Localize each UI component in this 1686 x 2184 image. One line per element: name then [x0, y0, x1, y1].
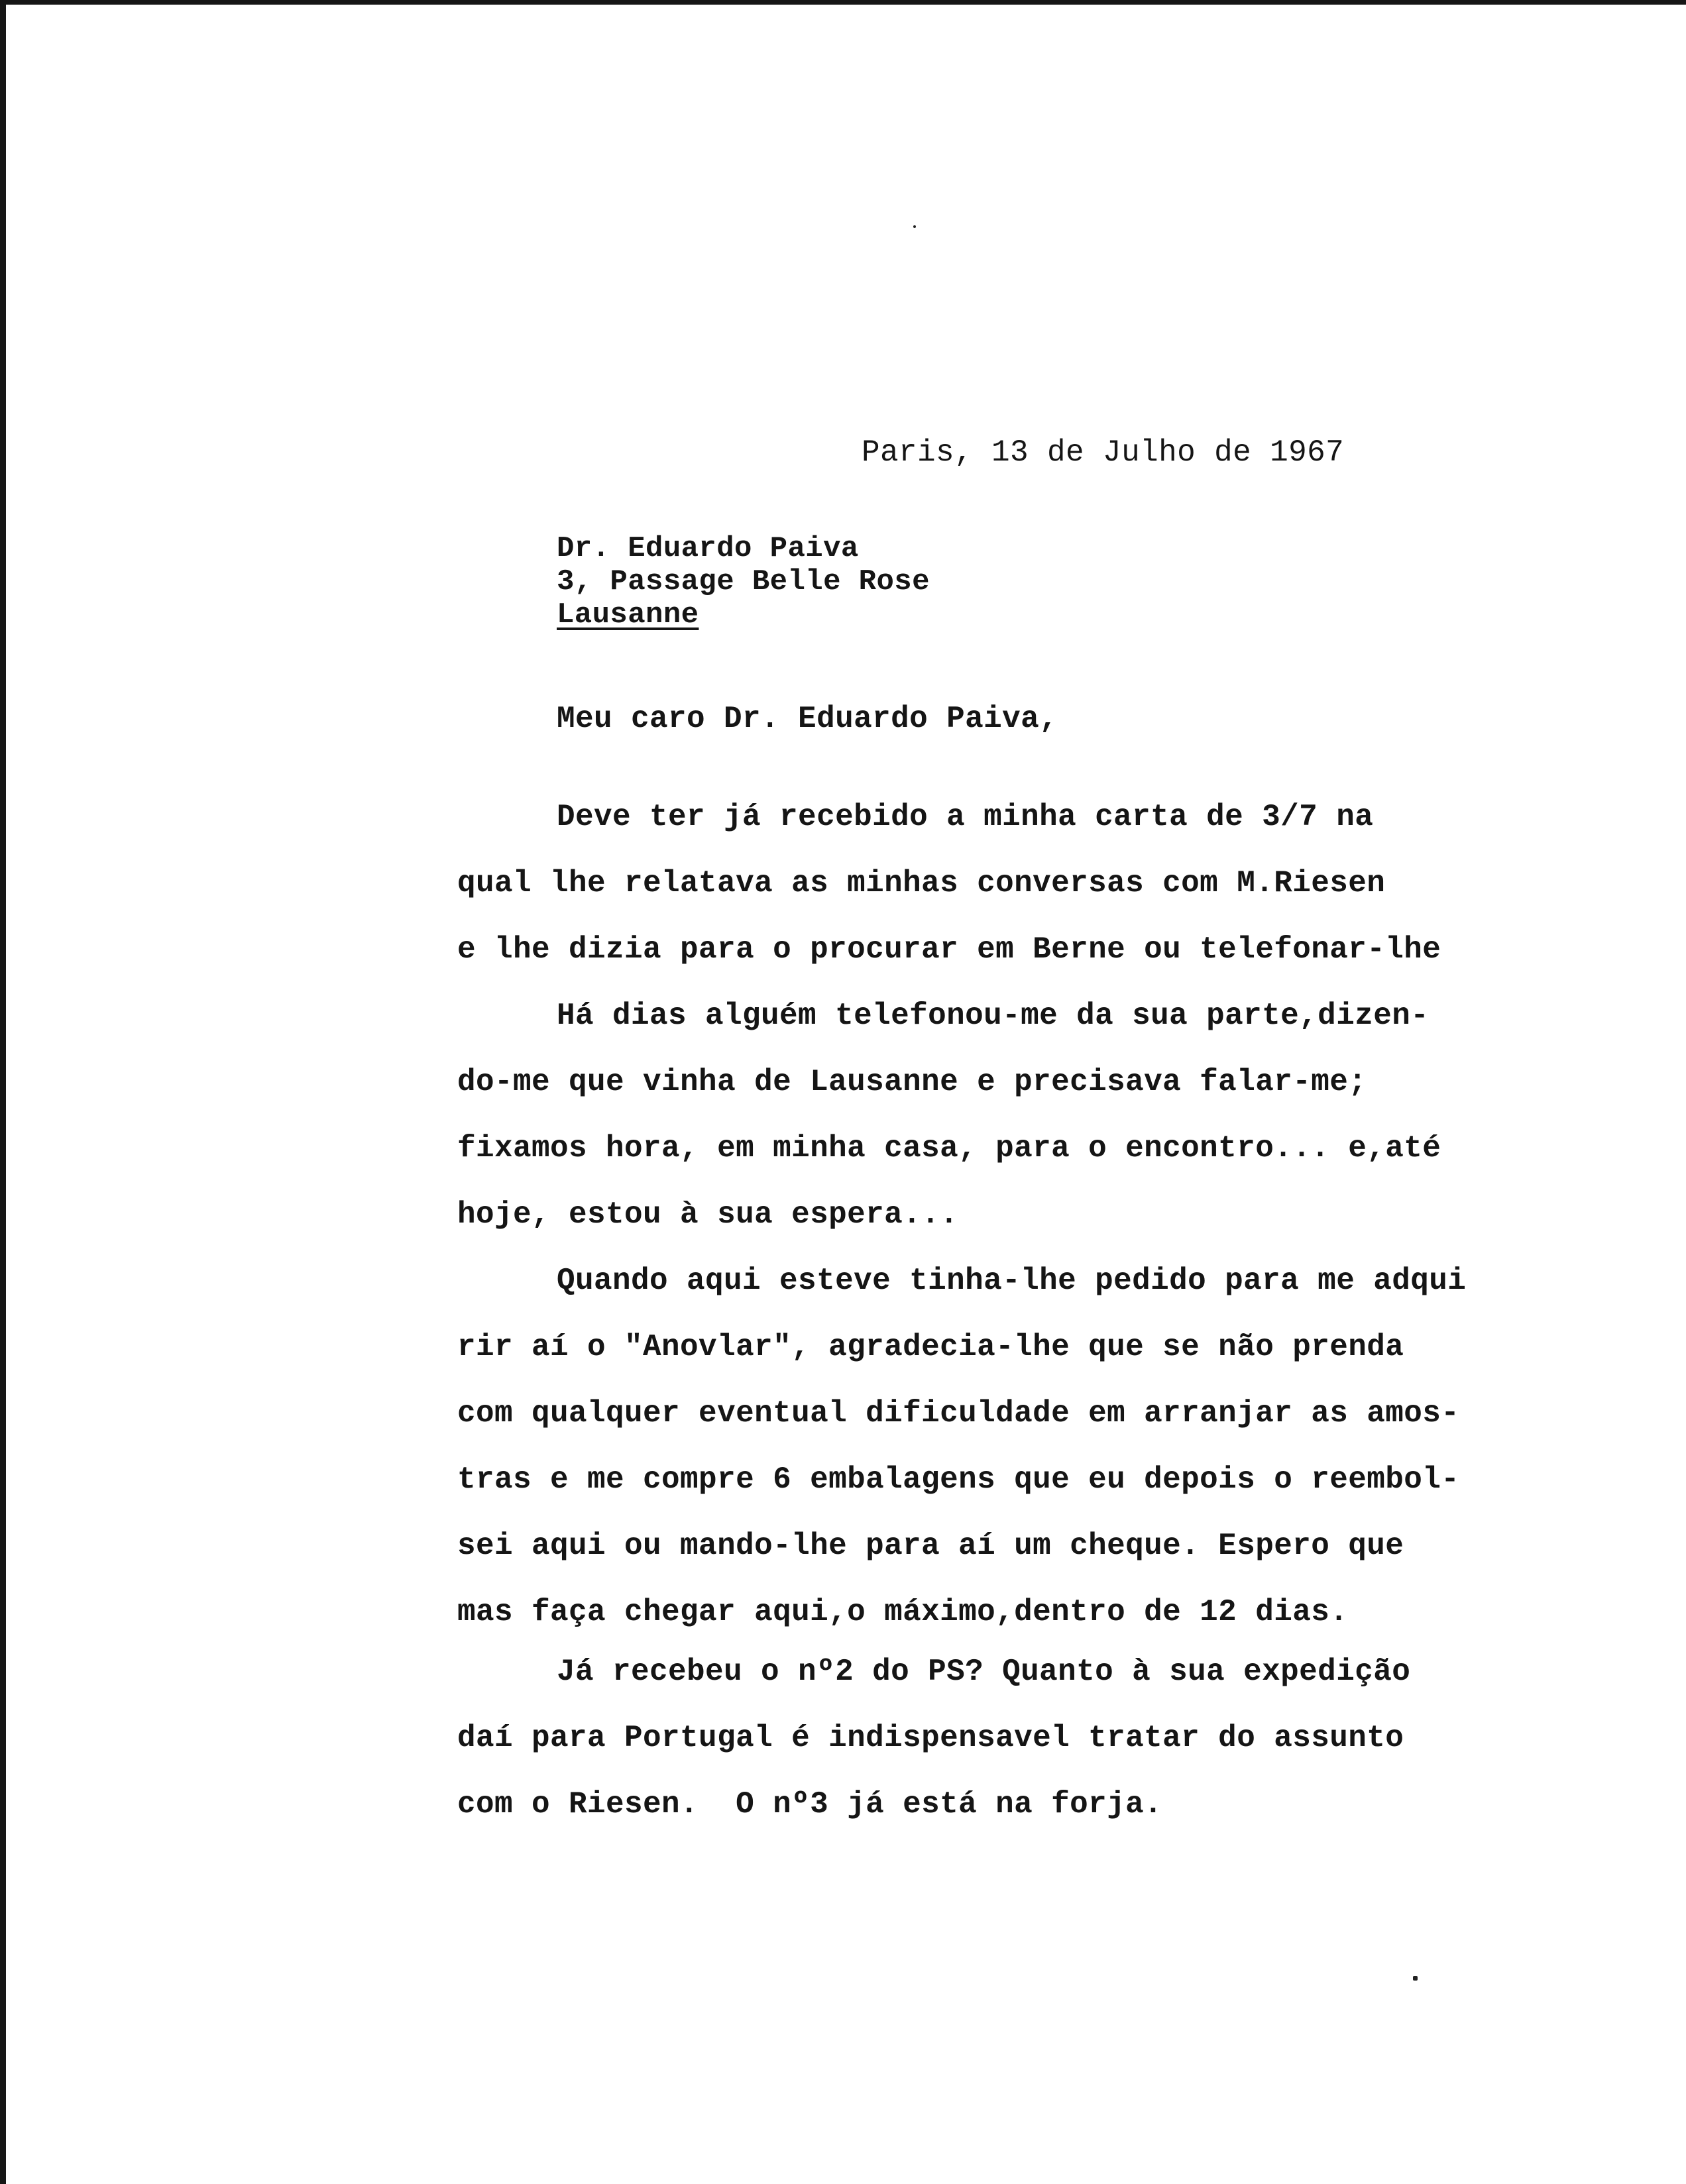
body-line: hoje, estou à sua espera...	[457, 1197, 959, 1232]
body-line: qual lhe relatava as minhas conversas com M.Riesen	[457, 866, 1386, 901]
body-line: com o Riesen. O nº3 já está na forja.	[457, 1787, 1163, 1822]
body-line: Deve ter já recebido a minha carta de 3/7 na	[557, 800, 1374, 834]
body-line: Quando aqui esteve tinha-lhe pedido para me adqui	[557, 1264, 1467, 1298]
body-line: Já recebeu o nº2 do PS? Quanto à sua expedição	[557, 1655, 1411, 1689]
letter-date: Paris, 13 de Julho de 1967	[862, 435, 1345, 470]
body-line: fixamos hora, em minha casa, para o encontro... e,até	[457, 1131, 1441, 1166]
body-line: rir aí o "Anovlar", agradecia-lhe que se não prenda	[457, 1330, 1404, 1364]
body-line: com qualquer eventual dificuldade em arranjar as amos-	[457, 1396, 1460, 1431]
body-line: mas faça chegar aqui,o máximo,dentro de 12 dias.	[457, 1595, 1349, 1629]
recipient-name: Dr. Eduardo Paiva	[557, 532, 859, 565]
body-line: tras e me compre 6 embalagens que eu depois o reembol-	[457, 1462, 1460, 1497]
scan-left-edge	[0, 0, 6, 2184]
ink-speck	[1413, 1976, 1418, 1981]
body-line: e lhe dizia para o procurar em Berne ou telefonar-lhe	[457, 932, 1441, 967]
recipient-street: 3, Passage Belle Rose	[557, 565, 930, 598]
body-line: do-me que vinha de Lausanne e precisava falar-me;	[457, 1065, 1367, 1099]
body-line: sei aqui ou mando-lhe para aí um cheque. Espero que	[457, 1529, 1404, 1563]
body-line: Há dias alguém telefonou-me da sua parte,dizen-	[557, 999, 1430, 1033]
body-line: daí para Portugal é indispensavel tratar do assunto	[457, 1721, 1404, 1755]
ink-speck	[913, 225, 916, 228]
recipient-city: Lausanne	[557, 598, 699, 631]
salutation: Meu caro Dr. Eduardo Paiva,	[557, 702, 1058, 736]
scan-top-edge	[0, 0, 1686, 5]
